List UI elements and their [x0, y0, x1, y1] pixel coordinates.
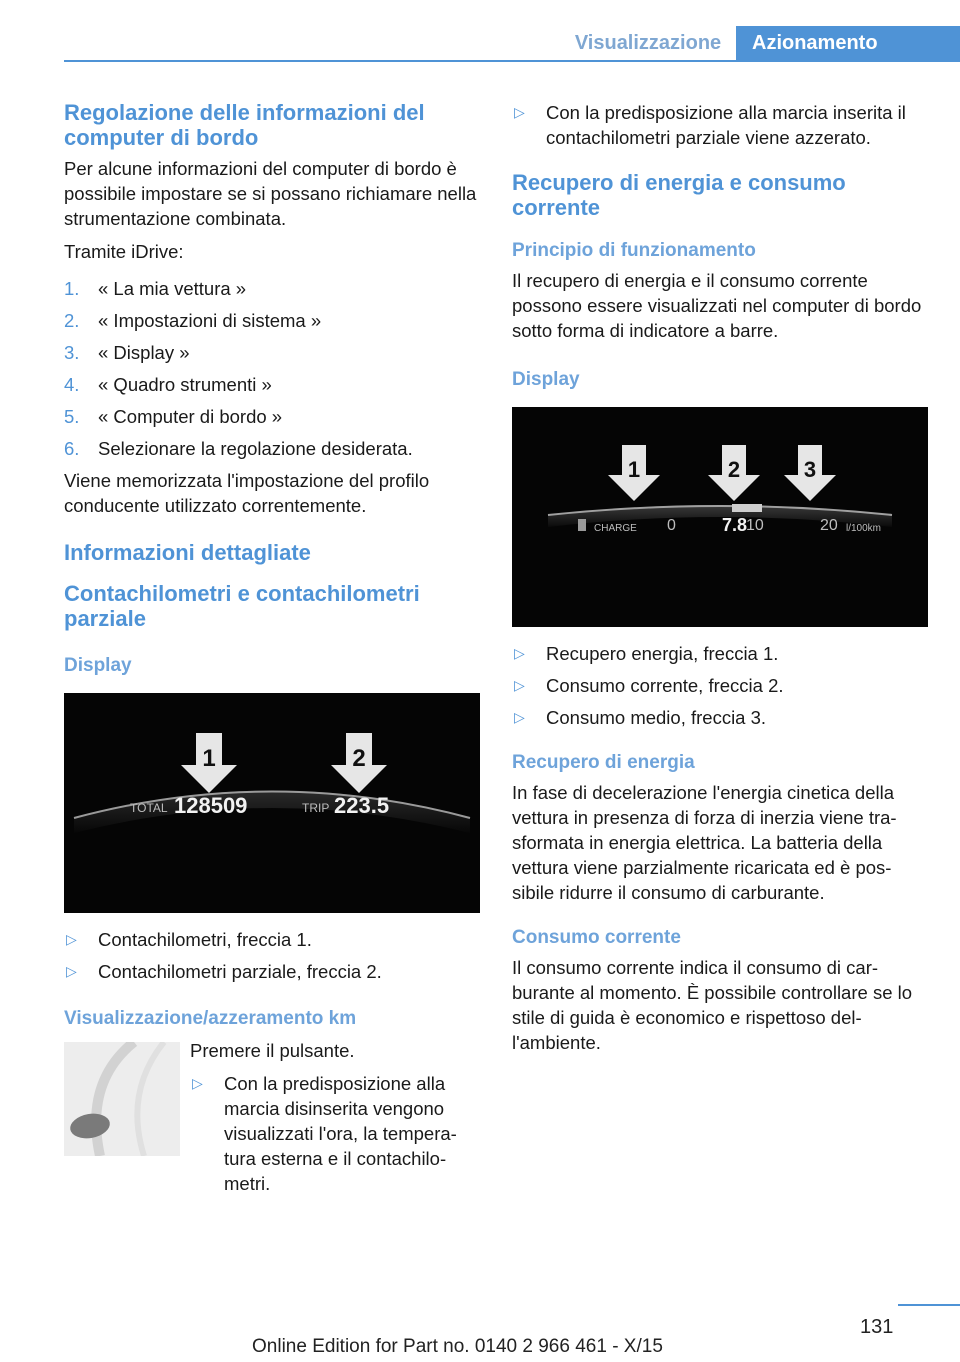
step-number: 6. [64, 438, 80, 459]
recovery-paragraph: In fase di decelerazione l'energia cinetica della vettura in presenza di forza di inerzia viene trasformata in energia elettrica. La batteria della vettura viene parzialmente ricaricata ed è possibile ridurre il consumo di carburante. [512, 782, 897, 903]
fuel-pump-icon [578, 519, 586, 531]
left-column [64, 100, 479, 1228]
step-number: 1. [64, 278, 80, 299]
section-title-details: Informazioni dettagliate [64, 540, 311, 565]
trip-label: TRIP [302, 801, 330, 815]
footer-rule [898, 1304, 960, 1306]
consumption-title: Consumo corrente [512, 927, 681, 948]
list-item [190, 1071, 480, 1196]
odometer-bullets [64, 927, 479, 984]
reset-bullets-cont [512, 100, 927, 150]
subsection-title-odometer: Contachilometri e contachilometri parziale [64, 581, 420, 631]
bar-fill [732, 504, 762, 512]
list-item [64, 308, 479, 333]
list-item [64, 927, 479, 952]
step-text: « La mia vettura » [98, 278, 247, 299]
reset-title: Visualizzazione/azzeramento km [64, 1008, 357, 1029]
via-idrive-text: Tramite iDrive: [64, 241, 184, 262]
intro-paragraph: Per alcune informazioni del computer di bordo è possibile impostare se si possano richiamare nella strumentazione combinata. [64, 158, 477, 229]
header-rule [64, 60, 960, 62]
section-title-energy: Recupero di energia e consumo corrente [512, 170, 846, 220]
list-item [64, 404, 479, 429]
step-number: 2. [64, 310, 80, 331]
consumption-display-image [512, 407, 928, 627]
step-number: 4. [64, 374, 80, 395]
total-value: 128509 [174, 793, 248, 818]
bullet-text: Recupero energia, freccia 1. [546, 643, 779, 664]
list-item [512, 100, 927, 150]
arrow-2-label: 2 [352, 745, 366, 772]
button-photo [64, 1042, 180, 1156]
tick-10: 10 [746, 517, 764, 534]
bullet-text: Consumo medio, freccia 3. [546, 707, 767, 728]
reset-block [64, 1038, 479, 1228]
reset-bullets [190, 1071, 480, 1196]
trip-value: 223.5 [334, 793, 390, 818]
list-item [512, 641, 927, 666]
bullet-text: Consumo corrente, freccia 2. [546, 675, 784, 696]
odometer-display-image [64, 693, 480, 913]
total-label: TOTAL [130, 801, 168, 815]
step-text: « Computer di bordo » [98, 406, 283, 427]
list-item [512, 673, 927, 698]
header-tab-visualizzazione[interactable]: Visualizzazione [574, 32, 722, 54]
triangle-bullet-icon: ▷ [514, 709, 525, 725]
charge-label: CHARGE [594, 523, 637, 534]
right-column [512, 100, 927, 1055]
memo-paragraph: Viene memorizzata l'impostazione del profilo conducente utilizzato correntemente. [64, 470, 430, 516]
triangle-bullet-icon: ▷ [514, 645, 525, 661]
arrow-2-label: 2 [727, 457, 741, 482]
triangle-bullet-icon: ▷ [66, 931, 77, 947]
list-item [64, 276, 479, 301]
bullet-text: Con la predisposizione alla marcia inserita il contachilometri parziale viene azzerato. [546, 102, 906, 148]
footer-edition: Online Edition for Part no. 0140 2 966 461 - X/15 [252, 1336, 663, 1357]
list-item [64, 436, 479, 461]
display-label: Display [64, 655, 132, 676]
bullet-text: Contachilometri, freccia 1. [98, 929, 312, 950]
page-number: 131 [860, 1316, 894, 1338]
bullet-text: Contachilometri parziale, freccia 2. [98, 961, 382, 982]
energy-bullets [512, 641, 927, 730]
reset-instruction: Premere il pulsante. [190, 1040, 355, 1061]
unit-label: l/100km [846, 523, 882, 534]
bullet-text: Con la predisposizione alla marcia disinserita vengono visualizzati l'ora, la temperatura esterna e il contachilometri. [224, 1073, 457, 1194]
triangle-bullet-icon: ▷ [514, 677, 525, 693]
list-item [64, 340, 479, 365]
triangle-bullet-icon: ▷ [514, 104, 525, 120]
button-photo-graphic [64, 1042, 180, 1156]
recovery-title: Recupero di energia [512, 752, 695, 773]
principle-paragraph: Il recupero di energia e il consumo corrente possono essere visualizzati nel computer di bordo sotto forma di indicatore a barre. [512, 270, 922, 341]
step-text: « Display » [98, 342, 190, 363]
step-text: « Impostazioni di sistema » [98, 310, 322, 331]
odometer-display-graphic [64, 693, 480, 913]
arrow-3-label: 3 [803, 457, 817, 482]
list-item [512, 705, 927, 730]
arrow-1-label: 1 [202, 745, 216, 772]
tick-20: 20 [820, 517, 838, 534]
step-number: 3. [64, 342, 80, 363]
reset-text-block [190, 1038, 480, 1203]
tick-0: 0 [667, 517, 676, 534]
consumption-display-graphic [512, 407, 928, 627]
step-text: « Quadro strumenti » [98, 374, 272, 395]
triangle-bullet-icon: ▷ [66, 963, 77, 979]
principle-title: Principio di funzionamento [512, 240, 756, 261]
list-item [64, 372, 479, 397]
consumption-paragraph: Il consumo corrente indica il consumo di carburante al momento. È possibile controllare se lo stile di guida è economico e rispettoso dell'ambiente. [512, 957, 913, 1053]
triangle-bullet-icon: ▷ [192, 1075, 203, 1091]
current-consumption-value: 7.8 [722, 515, 748, 535]
header-tab-azionamento[interactable]: Azionamento [736, 26, 960, 60]
step-number: 5. [64, 406, 80, 427]
list-item [64, 959, 479, 984]
arrow-1-label: 1 [627, 457, 641, 482]
steps-list [64, 276, 479, 461]
step-text: Selezionare la regolazione desiderata. [98, 438, 413, 459]
display-label-2: Display [512, 369, 580, 390]
section-title-computer-settings: Regolazione delle informazioni del computer di bordo [64, 100, 425, 150]
